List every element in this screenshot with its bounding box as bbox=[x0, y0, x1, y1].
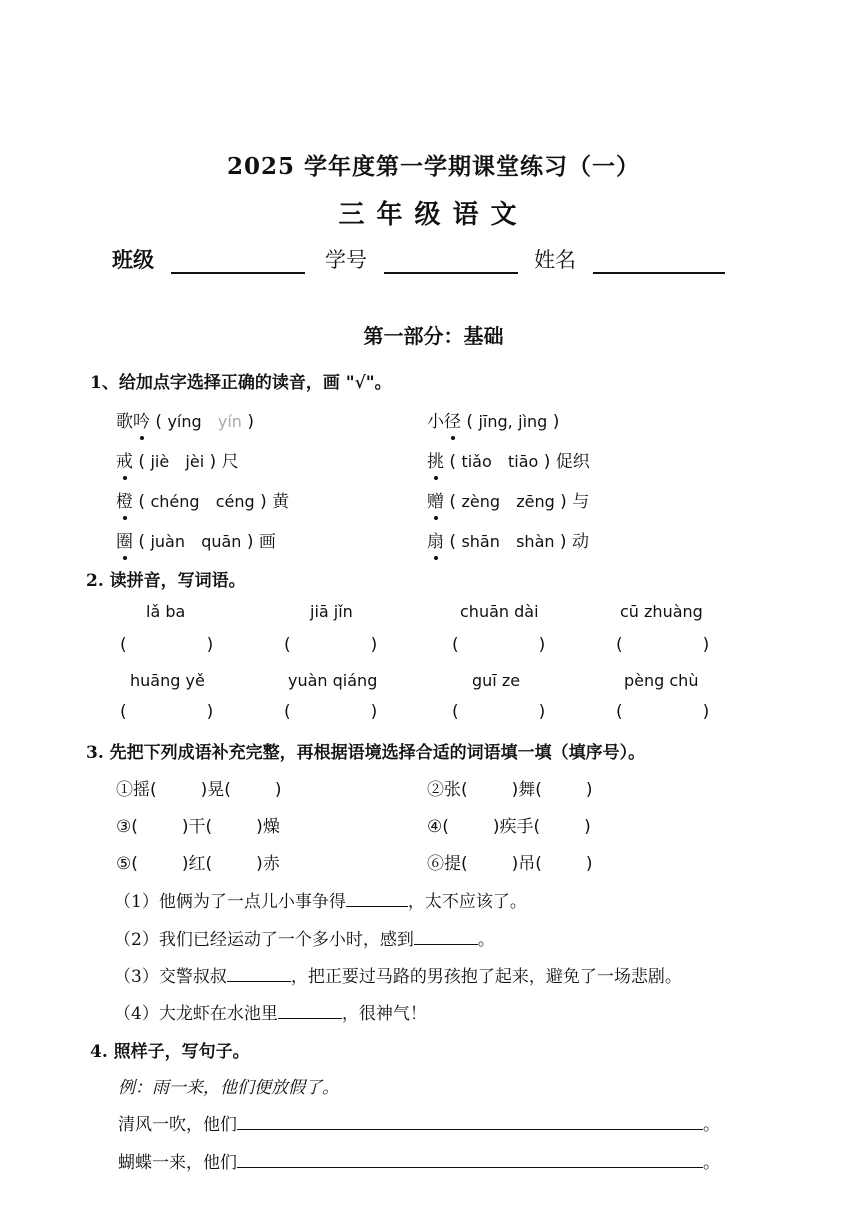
q1-item bbox=[116, 527, 276, 552]
q1-dotted-char: 径 bbox=[444, 412, 461, 432]
q1-option[interactable]: zèng bbox=[461, 492, 500, 511]
idiom-number: ② bbox=[427, 780, 444, 800]
answer-blank[interactable]: ( ) bbox=[284, 702, 378, 722]
class-field bbox=[112, 244, 305, 274]
q3-sentence bbox=[114, 887, 527, 912]
q4-line-end: 。 bbox=[703, 1115, 720, 1135]
q1-option[interactable]: tiāo bbox=[507, 452, 539, 471]
idiom-char: 赤 bbox=[262, 854, 280, 874]
q1-item: 小径 ( jīng, jìng ) bbox=[427, 412, 560, 432]
sentence-text: ，把正要过马路的男孩抱了起来，避免了一场悲剧。 bbox=[290, 967, 682, 987]
name-blank[interactable] bbox=[593, 250, 725, 274]
q1-char: 歌 bbox=[116, 412, 133, 432]
idiom-char: 舞 bbox=[518, 780, 536, 800]
q1-char: 动 bbox=[571, 532, 589, 552]
sentence-number: （3） bbox=[114, 967, 159, 987]
q1-char: 促织 bbox=[555, 452, 590, 472]
answer-blank[interactable]: ( ) bbox=[452, 702, 546, 722]
answer-blank[interactable]: ( ) bbox=[452, 635, 546, 655]
q1-option[interactable]: yín bbox=[217, 412, 242, 431]
class-blank[interactable] bbox=[171, 250, 305, 274]
sentence-text: 我们已经运动了一个多小时，感到 bbox=[158, 930, 414, 950]
name-label: 姓名 bbox=[534, 248, 576, 272]
q4-blank[interactable] bbox=[237, 1167, 703, 1168]
class-label: 班级 bbox=[112, 247, 154, 272]
q1-item bbox=[116, 407, 254, 432]
idiom-number: ① bbox=[116, 780, 133, 800]
q1-char: 黄 bbox=[272, 492, 290, 512]
q1-dotted-char: 挑 bbox=[427, 452, 444, 472]
open-paren: ( bbox=[466, 412, 474, 432]
q4-line-start: 清风一吹，他们 bbox=[118, 1115, 237, 1135]
sentence-number: （1） bbox=[114, 892, 159, 912]
q1-prompt: 1、给加点字选择正确的读音，画 "√"。 bbox=[90, 373, 392, 393]
q4-blank[interactable] bbox=[237, 1129, 703, 1130]
q1-item bbox=[116, 487, 289, 512]
pinyin-word: chuān dài bbox=[460, 602, 539, 621]
student-number-label: 学号 bbox=[325, 248, 367, 272]
sentence-text: ，太不应该了。 bbox=[407, 892, 527, 912]
pinyin-word: yuàn qiáng bbox=[288, 671, 378, 690]
pinyin-word: lǎ ba bbox=[146, 602, 186, 621]
q1-option[interactable]: jèi bbox=[185, 452, 205, 471]
q1-dotted-char: 扇 bbox=[427, 532, 444, 552]
pinyin-word: pèng chù bbox=[624, 671, 699, 690]
q4-example: 例：雨一来，他们便放假了。 bbox=[118, 1078, 339, 1098]
idiom-char: 疾手 bbox=[499, 817, 534, 837]
q1-option[interactable]: shàn bbox=[516, 532, 555, 551]
worksheet-title: 2025 学年度第一学期课堂练习（一） bbox=[226, 153, 641, 180]
q1-option[interactable]: juàn bbox=[150, 532, 185, 551]
answer-blank[interactable]: ( ) bbox=[616, 702, 710, 722]
q3-sentence bbox=[114, 925, 495, 950]
q1-option[interactable]: chéng bbox=[150, 492, 200, 511]
idiom-char: 提 bbox=[444, 854, 461, 874]
part1-heading: 第一部分：基础 bbox=[363, 324, 504, 348]
student-number-blank[interactable] bbox=[384, 250, 518, 274]
answer-blank[interactable]: ( ) bbox=[284, 635, 378, 655]
idiom-char: 晃 bbox=[207, 780, 225, 800]
idiom-char: 红 bbox=[188, 854, 206, 874]
q3-prompt: 3. 先把下列成语补充完整，再根据语境选择合适的词语填一填（填序号）。 bbox=[86, 743, 646, 763]
q1-option[interactable]: zēng bbox=[516, 492, 555, 511]
close-paren: ) bbox=[559, 532, 567, 552]
worksheet-subtitle: 三年级语文 bbox=[338, 200, 529, 230]
q1-dotted-char: 吟 bbox=[133, 412, 150, 432]
close-paren: ) bbox=[247, 412, 254, 432]
idiom-item: ④( )疾手( ) bbox=[427, 817, 591, 837]
q4-line-end: 。 bbox=[703, 1153, 720, 1173]
open-paren: ( bbox=[155, 412, 163, 432]
q1-option[interactable]: jìng bbox=[518, 412, 548, 431]
q4-answer-line bbox=[118, 1110, 720, 1135]
pinyin-word: jiā jǐn bbox=[310, 602, 353, 621]
q2-prompt: 2. 读拼音，写词语。 bbox=[86, 571, 246, 591]
sentence-blank[interactable] bbox=[414, 944, 478, 945]
idiom-item: ⑤( )红( )赤 bbox=[116, 854, 280, 874]
idiom-item: ①摇( )晃( ) bbox=[116, 780, 282, 800]
q1-dotted-char: 赠 bbox=[427, 492, 444, 512]
q1-option[interactable]: jiè bbox=[150, 452, 170, 471]
sentence-text: 交警叔叔 bbox=[158, 967, 227, 987]
q4-prompt: 4. 照样子，写句子。 bbox=[90, 1042, 250, 1062]
q1-item bbox=[427, 447, 590, 472]
close-paren: ) bbox=[560, 492, 567, 512]
idiom-char: 吊 bbox=[518, 854, 536, 874]
sentence-text: 大龙虾在水池里 bbox=[158, 1004, 278, 1024]
q1-option[interactable]: jīng bbox=[478, 412, 508, 431]
answer-blank[interactable]: ( ) bbox=[120, 702, 214, 722]
answer-blank[interactable]: ( ) bbox=[616, 635, 710, 655]
sentence-text: ，很神气！ bbox=[341, 1004, 427, 1024]
q1-item bbox=[427, 487, 589, 512]
idiom-char: 摇 bbox=[133, 780, 150, 800]
open-paren: ( bbox=[449, 532, 457, 552]
q1-item bbox=[427, 527, 589, 552]
close-paren: ) bbox=[543, 452, 551, 472]
open-paren: ( bbox=[449, 492, 457, 512]
q4-line-start: 蝴蝶一来，他们 bbox=[118, 1153, 237, 1173]
open-paren: ( bbox=[138, 532, 146, 552]
answer-blank[interactable]: ( ) bbox=[120, 635, 214, 655]
open-paren: ( bbox=[138, 452, 146, 472]
sentence-number: （2） bbox=[114, 930, 159, 950]
name-field bbox=[534, 244, 725, 274]
close-paren: ) bbox=[260, 492, 267, 512]
q1-char: 与 bbox=[572, 492, 590, 512]
idiom-item: ③( )干( )燥 bbox=[116, 817, 280, 837]
student-number-field bbox=[325, 244, 518, 274]
q3-sentence bbox=[114, 962, 682, 987]
q4-answer-line bbox=[118, 1148, 720, 1173]
open-paren: ( bbox=[138, 492, 146, 512]
q1-option[interactable]: quān bbox=[201, 532, 242, 551]
sentence-blank[interactable] bbox=[278, 1018, 342, 1019]
idiom-item: ②张( )舞( ) bbox=[427, 780, 593, 800]
idiom-char: 张 bbox=[444, 780, 461, 800]
q1-option[interactable]: yíng bbox=[167, 412, 202, 431]
sentence-blank[interactable] bbox=[227, 981, 291, 982]
idiom-item: ⑥提( )吊( ) bbox=[427, 854, 593, 874]
sentence-text: 。 bbox=[477, 930, 495, 950]
idiom-number: ③ bbox=[116, 817, 132, 837]
sentence-text: 他俩为了一点儿小事争得 bbox=[158, 892, 346, 912]
sentence-blank[interactable] bbox=[346, 906, 408, 907]
pinyin-word: guī ze bbox=[472, 671, 521, 690]
q1-char: 小 bbox=[427, 412, 444, 432]
q1-char: 画 bbox=[258, 532, 276, 552]
q1-option[interactable]: tiǎo bbox=[461, 452, 492, 471]
q1-dotted-char: 戒 bbox=[116, 452, 133, 472]
pinyin-word: huāng yě bbox=[130, 671, 205, 690]
open-paren: ( bbox=[449, 452, 457, 472]
close-paren: ) bbox=[246, 532, 254, 552]
q1-option[interactable]: céng bbox=[215, 492, 255, 511]
idiom-number: ⑥ bbox=[427, 854, 444, 874]
q1-option[interactable]: shān bbox=[461, 532, 500, 551]
idiom-char: 燥 bbox=[262, 817, 280, 837]
close-paren: ) bbox=[209, 452, 217, 472]
idiom-number: ⑤ bbox=[116, 854, 132, 874]
sentence-number: （4） bbox=[114, 1004, 159, 1024]
idiom-number: ④ bbox=[427, 817, 443, 837]
close-paren: ) bbox=[552, 412, 560, 432]
q1-char: 尺 bbox=[221, 452, 239, 472]
q1-dotted-char: 圈 bbox=[116, 532, 133, 552]
q3-sentence bbox=[114, 999, 427, 1024]
q1-item bbox=[116, 447, 239, 472]
idiom-char: 干 bbox=[188, 817, 206, 837]
q1-dotted-char: 橙 bbox=[116, 492, 133, 512]
pinyin-word: cū zhuàng bbox=[620, 602, 703, 621]
